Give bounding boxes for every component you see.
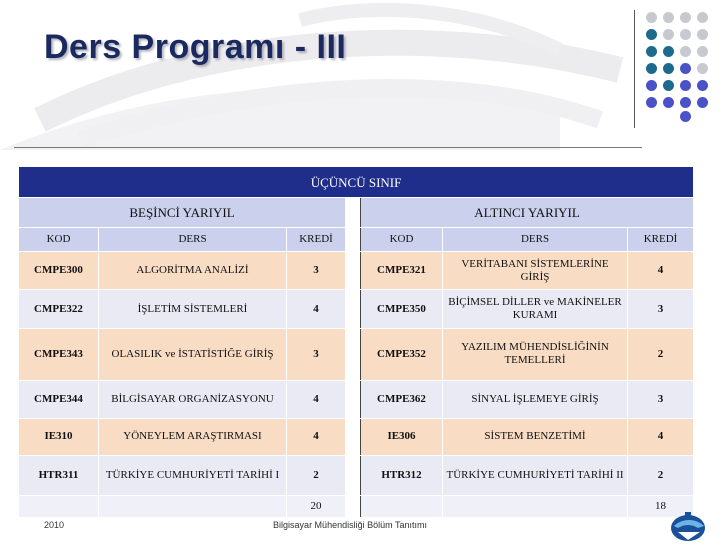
col-header-credit: KREDİ — [628, 228, 694, 252]
left-course-credit: 2 — [287, 455, 346, 496]
column-gap — [346, 455, 361, 496]
header-divider-horizontal — [14, 147, 642, 148]
column-gap — [346, 380, 361, 419]
col-header-code: KOD — [19, 228, 99, 252]
dot — [680, 63, 691, 74]
right-course-credit: 3 — [628, 290, 694, 329]
right-course-name: VERİTABANI SİSTEMLERİNE GİRİŞ — [443, 251, 628, 290]
right-course-code: CMPE362 — [361, 380, 443, 419]
column-gap — [346, 290, 361, 329]
left-course-credit: 4 — [287, 290, 346, 329]
left-course-code: IE310 — [19, 419, 99, 455]
column-gap — [346, 228, 361, 252]
dot — [680, 29, 691, 40]
column-gap — [346, 251, 361, 290]
table-row — [19, 380, 694, 419]
decorative-dot-grid — [644, 10, 720, 122]
left-course-code: HTR311 — [19, 455, 99, 496]
dot — [663, 80, 674, 91]
col-header-course: DERS — [99, 228, 287, 252]
dot — [697, 12, 708, 23]
dot — [697, 46, 708, 57]
col-header-course: DERS — [443, 228, 628, 252]
footer-year: 2010 — [44, 520, 65, 530]
right-course-credit: 4 — [628, 419, 694, 455]
right-course-code: IE306 — [361, 419, 443, 455]
dot — [646, 97, 657, 108]
right-course-credit: 4 — [628, 251, 694, 290]
dot — [646, 80, 657, 91]
dot — [697, 29, 708, 40]
right-course-credit: 2 — [628, 455, 694, 496]
year-header-row — [19, 167, 694, 198]
empty-cell — [443, 496, 628, 518]
empty-cell — [361, 496, 443, 518]
column-gap — [346, 198, 361, 228]
right-course-name: SİNYAL İŞLEMEYE GİRİŞ — [443, 380, 628, 419]
department-logo-icon — [668, 508, 708, 544]
left-course-credit: 3 — [287, 251, 346, 290]
right-course-credit: 2 — [628, 329, 694, 381]
dot — [646, 46, 657, 57]
dot — [646, 63, 657, 74]
dot — [697, 97, 708, 108]
header-divider-vertical — [634, 10, 635, 128]
column-gap — [346, 496, 361, 518]
right-course-code: CMPE352 — [361, 329, 443, 381]
table-row — [19, 329, 694, 381]
dot — [663, 63, 674, 74]
table-row — [19, 251, 694, 290]
dot — [663, 46, 674, 57]
left-course-credit: 4 — [287, 419, 346, 455]
footer-text: Bilgisayar Mühendisliği Bölüm Tanıtımı — [273, 520, 427, 530]
left-course-name: İŞLETİM SİSTEMLERİ — [99, 290, 287, 329]
dot — [663, 12, 674, 23]
right-total-credit: 18 — [628, 496, 694, 518]
right-course-code: CMPE350 — [361, 290, 443, 329]
right-course-name: SİSTEM BENZETİMİ — [443, 419, 628, 455]
left-course-credit: 4 — [287, 380, 346, 419]
table-row — [19, 290, 694, 329]
dot — [646, 29, 657, 40]
dot — [680, 80, 691, 91]
table-row — [19, 419, 694, 455]
left-course-name: BİLGİSAYAR ORGANİZASYONU — [99, 380, 287, 419]
left-course-code: CMPE343 — [19, 329, 99, 381]
left-course-code: CMPE322 — [19, 290, 99, 329]
dot — [697, 80, 708, 91]
year-header: ÜÇÜNCÜ SINIF — [19, 167, 694, 198]
dot — [680, 97, 691, 108]
dot — [663, 29, 674, 40]
col-header-credit: KREDİ — [287, 228, 346, 252]
left-course-credit: 3 — [287, 329, 346, 381]
column-header-row — [19, 228, 694, 252]
dot — [680, 12, 691, 23]
dot — [663, 97, 674, 108]
left-course-code: CMPE300 — [19, 251, 99, 290]
left-course-name: TÜRKİYE CUMHURİYETİ TARİHİ I — [99, 455, 287, 496]
dot — [697, 63, 708, 74]
right-semester-header: ALTINCI YARIYIL — [361, 198, 694, 228]
dot — [680, 111, 691, 122]
right-course-code: CMPE321 — [361, 251, 443, 290]
left-total-credit: 20 — [287, 496, 346, 518]
semester-row — [19, 198, 694, 228]
left-course-code: CMPE344 — [19, 380, 99, 419]
page-title: Ders Programı - III — [44, 28, 347, 66]
dot — [680, 46, 691, 57]
right-course-name: BİÇİMSEL DİLLER ve MAKİNELER KURAMI — [443, 290, 628, 329]
empty-cell — [19, 496, 99, 518]
right-course-name: TÜRKİYE CUMHURİYETİ TARİHİ II — [443, 455, 628, 496]
dot — [646, 12, 657, 23]
right-course-credit: 3 — [628, 380, 694, 419]
course-schedule-table — [18, 166, 694, 518]
left-course-name: ALGORİTMA ANALİZİ — [99, 251, 287, 290]
table-row — [19, 455, 694, 496]
column-gap — [346, 329, 361, 381]
right-course-code: HTR312 — [361, 455, 443, 496]
empty-cell — [99, 496, 287, 518]
right-course-name: YAZILIM MÜHENDİSLİĞİNİN TEMELLERİ — [443, 329, 628, 381]
left-course-name: YÖNEYLEM ARAŞTIRMASI — [99, 419, 287, 455]
left-course-name: OLASILIK ve İSTATİSTİĞE GİRİŞ — [99, 329, 287, 381]
column-gap — [346, 419, 361, 455]
left-semester-header: BEŞİNCİ YARIYIL — [19, 198, 346, 228]
col-header-code: KOD — [361, 228, 443, 252]
total-row — [19, 496, 694, 518]
